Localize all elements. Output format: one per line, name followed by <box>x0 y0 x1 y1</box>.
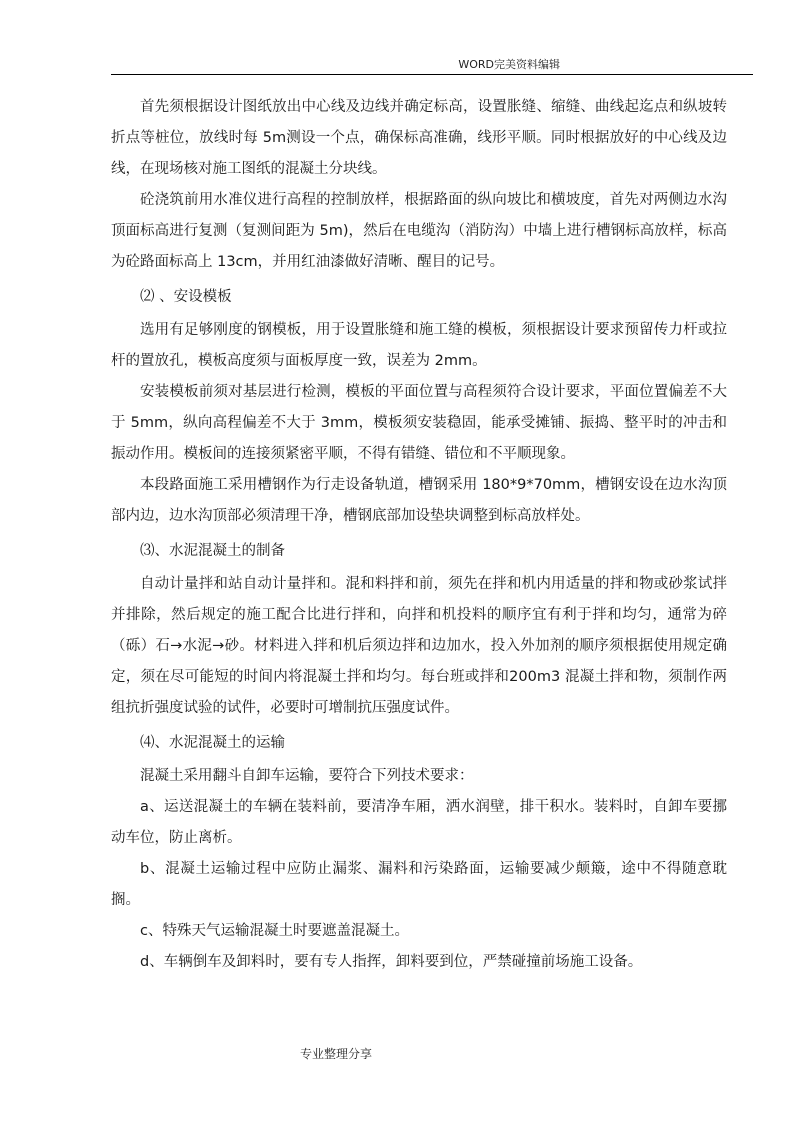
list-item-a: a、运送混凝土的车辆在装料前，要清净车厢，洒水润壁，排干积水。装料时，自卸车要挪动车位，防止离析。 <box>111 799 727 846</box>
section-heading-formwork: ⑵ 、安设模板 <box>140 289 232 305</box>
section-heading-concrete-preparation: ⑶、水泥混凝土的制备 <box>140 543 285 559</box>
paragraph-layout-setting: 首先须根据设计图纸放出中心线及边线并确定标高，设置胀缝、缩缝、曲线起迄点和纵坡转折点等桩位，放线时每 5m测设一个点，确保标高准确，线形平顺。同时根据放好的中心线及边线，在现场核对施工图纸的混凝土分块线。 <box>111 99 727 177</box>
section-heading-concrete-transport: ⑷、水泥混凝土的运输 <box>140 735 285 751</box>
paragraph-formwork-installation: 安装模板前须对基层进行检测，模板的平面位置与高程须符合设计要求，平面位置偏差不大于 5mm，纵向高程偏差不大于 3mm，模板须安装稳固，能承受摊铺、振捣、整平时的冲击和振动作用。模板间的连接须紧密平顺，不得有错缝、错位和不平顺现象。 <box>111 384 727 462</box>
document-body <box>111 92 727 978</box>
paragraph-transport-intro: 混凝土采用翻斗自卸车运输，要符合下列技术要求： <box>140 768 474 784</box>
paragraph-concrete-mixing: 自动计量拌和站自动计量拌和。混和料拌和前，须先在拌和机内用适量的拌和物或砂浆试拌并排除，然后规定的施工配合比进行拌和，向拌和机投料的顺序宜有利于拌和均匀，通常为碎（砾）石→水泥→砂。材料进入拌和机后须边拌和边加水，投入外加剂的顺序须根据使用规定确定，须在尽可能短的时间内将混凝土拌和均匀。每台班或拌和200m3 混凝土拌和物，须制作两组抗折强度试验的试件，必要时可增制抗压强度试件。 <box>111 576 727 716</box>
page-footer: 专业整理分享 <box>300 1047 373 1061</box>
list-item-c: c、特殊天气运输混凝土时要遮盖混凝土。 <box>140 923 409 939</box>
header-title: WORD完美资料编辑 <box>458 58 560 71</box>
paragraph-channel-steel: 本段路面施工采用槽钢作为行走设备轨道，槽钢采用 180*9*70mm，槽钢安设在边水沟顶部内边，边水沟顶部必须清理干净，槽钢底部加设垫块调整到标高放样处。 <box>111 477 727 524</box>
list-item-b: b、混凝土运输过程中应防止漏浆、漏料和污染路面，运输要减少颠簸，途中不得随意耽搁。 <box>111 861 727 908</box>
paragraph-elevation-control: 砼浇筑前用水准仪进行高程的控制放样，根据路面的纵向坡比和横坡度，首先对两侧边水沟顶面标高进行复测（复测间距为 5m)，然后在电缆沟（消防沟）中墙上进行槽钢标高放样，标高为砼路面标高上 13cm，并用红油漆做好清晰、醒目的记号。 <box>111 192 727 270</box>
list-item-d: d、车辆倒车及卸料时，要有专人指挥，卸料要到位，严禁碰撞前场施工设备。 <box>140 954 643 970</box>
paragraph-formwork-selection: 选用有足够刚度的钢模板，用于设置胀缝和施工缝的模板，须根据设计要求预留传力杆或拉杆的置放孔，模板高度须与面板厚度一致，误差为 2mm。 <box>111 322 727 369</box>
page-header <box>111 52 753 75</box>
